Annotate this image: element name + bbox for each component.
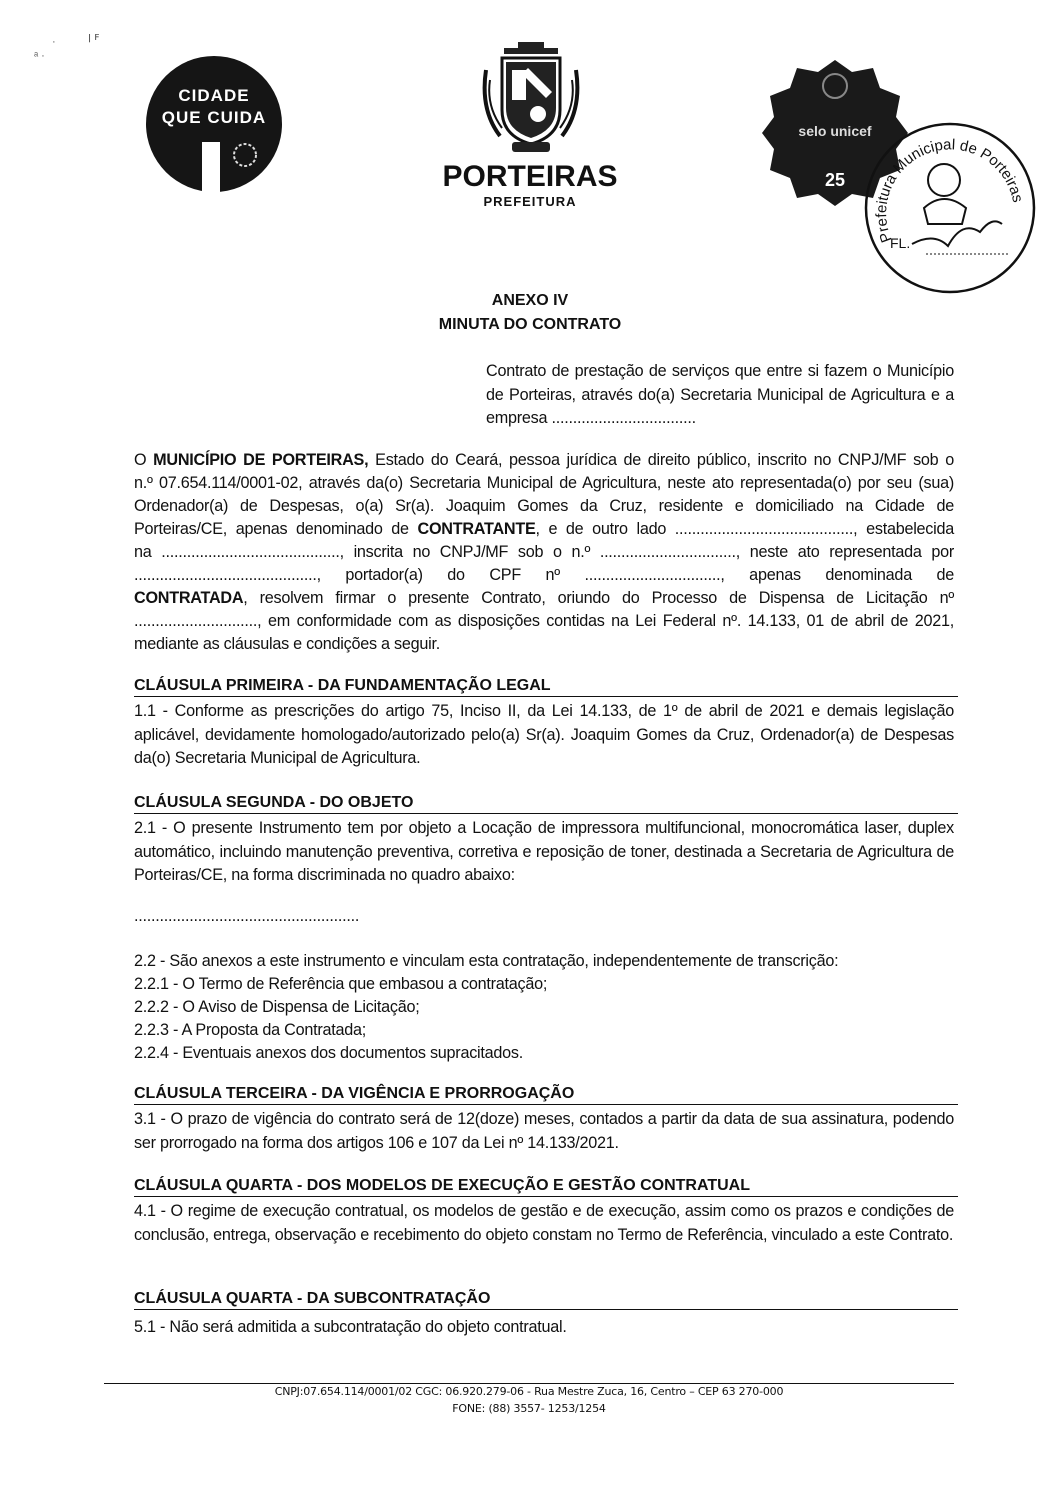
clause-5-title: CLÁUSULA QUARTA - DA SUBCONTRATAÇÃO: [134, 1290, 958, 1310]
logo-line-1: CIDADE: [178, 86, 250, 105]
scan-mark: ꞁ ꜰ: [88, 31, 100, 43]
preamble-line-9: mediante as cláusulas e condições a seguir.: [134, 635, 440, 653]
brand-subtitle: PREFEITURA: [483, 194, 577, 209]
preamble-line-5: na .........................................., inscrita no CNPJ/MF sob o n.º ................................, neste ato representada por: [134, 543, 954, 561]
logo-stem: [202, 142, 220, 192]
municipal-stamp-icon: [862, 120, 1038, 296]
object-table-placeholder: .....................................................: [134, 907, 360, 925]
scan-mark: ᵃ ·: [34, 50, 45, 62]
clause-2-text: 2.1 - O presente Instrumento tem por objeto a Locação de impressora multifuncional, monocromática laser, duplex automático, incluindo manutenção preventiva, corretiva e reposição de toner, destinada a Secretaria de Agricultura de Porteiras/CE, na forma discriminada no quadro abaixo:: [134, 819, 954, 884]
clause-2-2: 2.2 - São anexos a este instrumento e vinculam esta contratação, independentemente de transcrição:: [134, 952, 839, 970]
clause-2-2-1: 2.2.1 - O Termo de Referência que embasou a contratação;: [134, 975, 548, 993]
clause-4-title: CLÁUSULA QUARTA - DOS MODELOS DE EXECUÇÃO E GESTÃO CONTRATUAL: [134, 1177, 958, 1197]
clause-2-2-4: 2.2.4 - Eventuais anexos dos documentos supracitados.: [134, 1044, 523, 1062]
stamp-text: Prefeitura Municipal de Porteiras: [873, 136, 1027, 245]
footer-phone: FONE: (88) 3557- 1253/1254: [452, 1402, 606, 1415]
logo-line-2: QUE CUIDA: [161, 108, 267, 127]
clause-2-2-3: 2.2.3 - A Proposta da Contratada;: [134, 1021, 367, 1039]
clause-3-title: CLÁUSULA TERCEIRA - DA VIGÊNCIA E PRORROGAÇÃO: [134, 1085, 958, 1105]
cidade-que-cuida-logo: [146, 56, 282, 192]
preamble-line-3: Ordenador(a) de Despesas, o(a) Sr(a). Joaquim Gomes da Cruz, residente e domiciliado na Cidade de: [134, 497, 954, 515]
clause-2-2-2: 2.2.2 - O Aviso de Dispensa de Licitação;: [134, 998, 420, 1016]
preamble-line-1: O MUNICÍPIO DE PORTEIRAS, Estado do Ceará, pessoa jurídica de direito público, inscrito no CNPJ/MF sob o: [134, 451, 954, 469]
preamble-line-2: n.º 07.654.114/0001-02, através da(o) Secretaria Municipal de Agricultura, neste ato representada(o) por seu (sua): [134, 474, 954, 492]
clause-4-text: 4.1 - O regime de execução contratual, os modelos de gestão e de execução, assim como os prazos e condições de conclusão, entrega, observação e recebimento do objeto constam no Termo de Referência, vinculado a este Contrato.: [134, 1202, 954, 1244]
annex-title: ANEXO IV: [491, 292, 569, 309]
preamble-line-4: Porteiras/CE, apenas denominado de CONTRATANTE, e de outro lado .........................................., estabelecida: [134, 520, 954, 538]
clause-1-text: 1.1 - Conforme as prescrições do artigo 75, Inciso II, da Lei 14.133, de 1º de abril de 2021 e demais legislação aplicável, devidamente homologado/autorizado pelo(a) Sr(a). Joaquim Gomes da Cruz, Ordenador(a) de Despesas da(o) Secretaria Municipal de Agricultura.: [134, 702, 954, 767]
porteiras-crest-icon: [476, 40, 586, 160]
preamble-line-8: ............................., em conformidade com as disposições contidas na Lei Federal nº. 14.133, 01 de abril de 2021,: [134, 612, 954, 630]
footer-address: CNPJ:07.654.114/0001/02 CGC: 06.920.279-06 - Rua Mestre Zuca, 16, Centro – CEP 63 270-000: [274, 1385, 784, 1398]
clause-3-text: 3.1 - O prazo de vigência do contrato será de 12(doze) meses, contados a partir da data de sua assinatura, podendo ser prorrogado na forma dos artigos 106 e 107 da Lei nº 14.133/2021.: [134, 1110, 954, 1152]
unicef-label: selo unicef: [798, 123, 872, 139]
clause-5-text: 5.1 - Não será admitida a subcontratação do objeto contratual.: [134, 1318, 567, 1336]
scan-mark: ·: [52, 36, 56, 48]
preamble-line-6: ..........................................., portador(a) do CPF nº ................................, apenas denominada de: [134, 566, 954, 584]
preamble-line-7: CONTRATADA, resolvem firmar o presente Contrato, oriundo do Processo de Dispensa de Licitação nº: [134, 589, 954, 607]
clause-2-title: CLÁUSULA SEGUNDA - DO OBJETO: [134, 794, 958, 814]
brand-name: PORTEIRAS: [442, 160, 618, 193]
logo-emblem-icon: [230, 140, 260, 170]
document-heading: MINUTA DO CONTRATO: [438, 316, 622, 333]
clause-1-title: CLÁUSULA PRIMEIRA - DA FUNDAMENTAÇÃO LEGAL: [134, 677, 958, 697]
unicef-number: 25: [824, 170, 846, 190]
footer-divider: [104, 1383, 954, 1384]
contract-summary: Contrato de prestação de serviços que entre si fazem o Município de Porteiras, através do(a) Secretaria Municipal de Agricultura e a empresa ..................................: [486, 362, 954, 427]
stamp-fl: FL.: [890, 235, 911, 251]
